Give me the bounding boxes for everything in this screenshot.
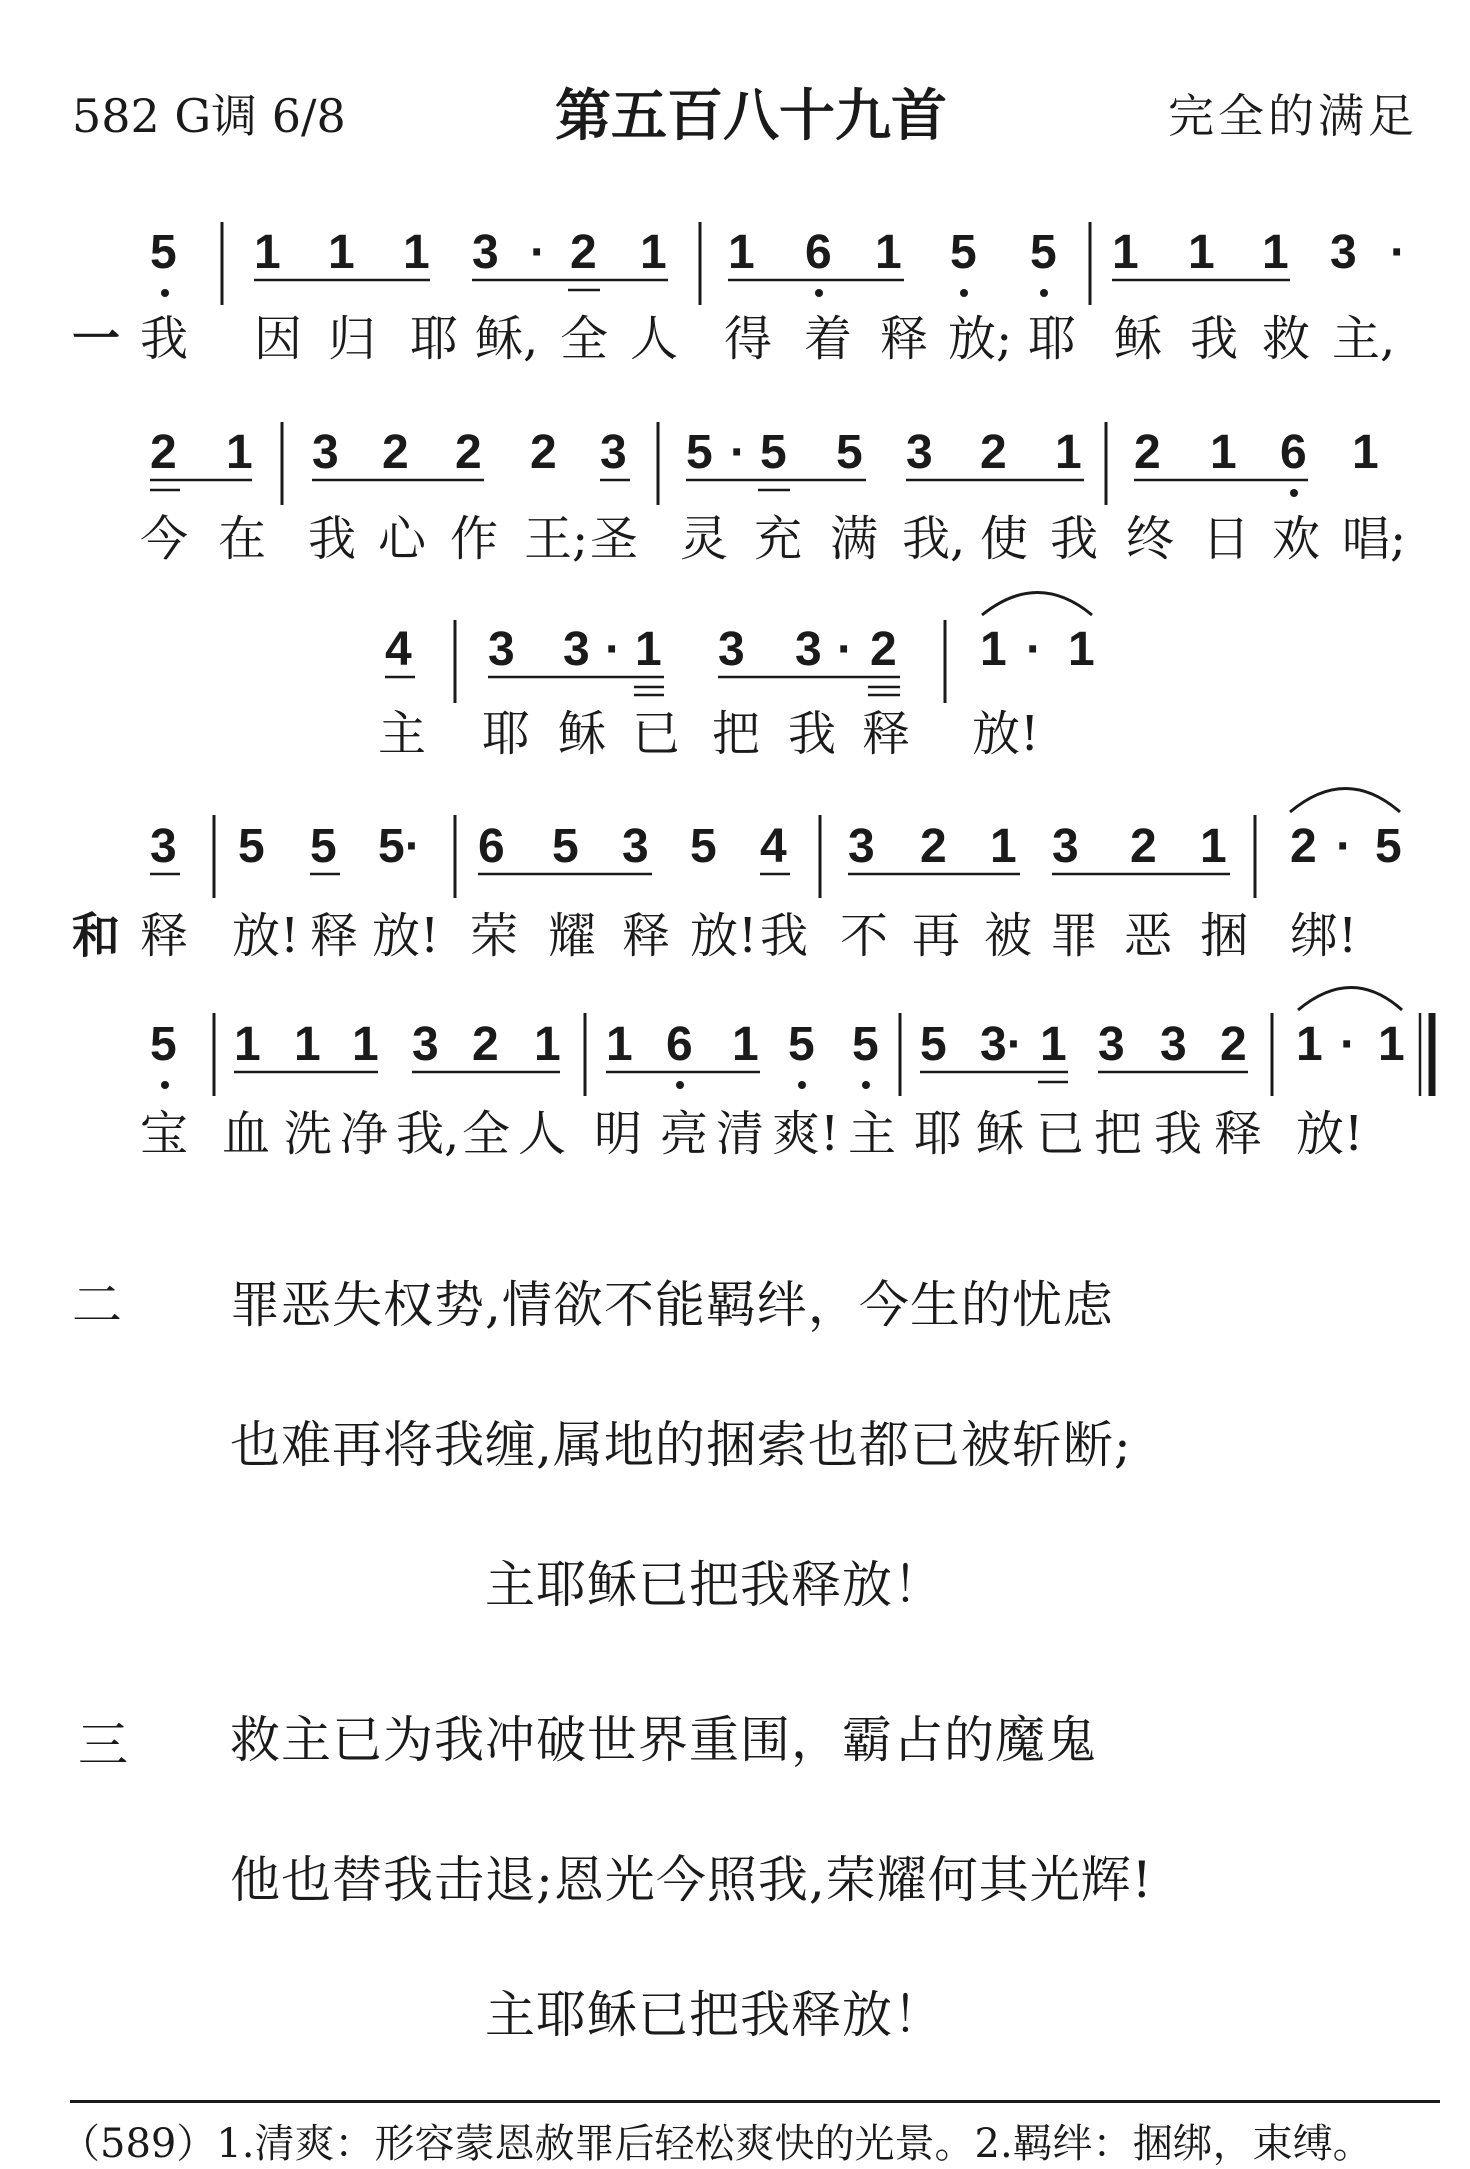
lyric: 我 [788, 706, 837, 762]
lyric: 充 [754, 511, 803, 567]
note: 1 [1378, 1018, 1405, 1071]
note: 1 [403, 226, 430, 279]
hymn-subtitle: 完全的满足 [1168, 89, 1418, 143]
lyric: 稣 [976, 1106, 1025, 1162]
lyric: 恶 [1124, 908, 1173, 964]
note: 1 [352, 1018, 379, 1071]
lyric: 着 [804, 311, 853, 367]
lyric: 归 [328, 311, 377, 367]
note: 3· [980, 1018, 1023, 1071]
dot-extension: · [1026, 623, 1042, 676]
note: 3 [150, 820, 177, 873]
lyric: 已 [632, 706, 681, 762]
note: 6 [805, 226, 832, 279]
verse-number: 三 [78, 1716, 128, 1774]
note: 5 [686, 426, 713, 479]
note: 1 [1262, 226, 1289, 279]
lyric: 我, [396, 1106, 460, 1162]
lyric: 荣 [470, 908, 519, 964]
lyric: 耶 [914, 1106, 963, 1162]
score-line-3 [378, 593, 1095, 763]
verse-refrain: 主耶稣已把我释放！ [485, 1986, 944, 2044]
lyric: 耶 [1028, 311, 1077, 367]
note: 3 [718, 623, 745, 676]
lyric: 圣 [590, 511, 639, 567]
note: 1 [875, 226, 902, 279]
lyric: 使 [980, 511, 1029, 567]
note: 2 [530, 426, 557, 479]
note: 1 [606, 1018, 633, 1071]
lyric: 放! [372, 908, 440, 964]
lyric: 我, [902, 511, 966, 567]
note: 5 [238, 820, 265, 873]
chorus-mark: 和 [72, 908, 121, 964]
note: 3 [488, 623, 515, 676]
lyric: 稣 [558, 706, 607, 762]
note: 5 [150, 1018, 177, 1071]
note: 2 [920, 820, 947, 873]
note: 5 [788, 1018, 815, 1071]
lyric: 耶 [410, 311, 459, 367]
note: 6 [478, 820, 505, 873]
verse-mark: 一 [72, 311, 121, 367]
lyric: 满 [830, 511, 879, 567]
lyric: 稣, [475, 311, 539, 367]
lyric: 放! [690, 908, 758, 964]
note: 3 [1160, 1018, 1187, 1071]
note: 2 [150, 426, 177, 479]
dot-extension: · [1390, 226, 1406, 279]
dot-extension: · [530, 226, 546, 279]
lyric: 得 [724, 311, 773, 367]
note: 1 [1040, 1018, 1067, 1071]
note: 6 [666, 1018, 693, 1071]
tie [1298, 988, 1402, 1011]
lyric: 因 [254, 311, 303, 367]
lyric: 主 [848, 1106, 897, 1162]
lyric: 主, [1332, 311, 1396, 367]
low-octave-dot [960, 289, 968, 297]
hymn-number-key-meter: 582 G调 6/8 [72, 89, 346, 143]
lyric: 灵 [680, 511, 729, 567]
note: 3 [906, 426, 933, 479]
low-octave-dot [161, 289, 169, 297]
note: 1 [732, 1018, 759, 1071]
low-octave-dot [161, 1081, 169, 1089]
note: 1 [1188, 226, 1215, 279]
verse-refrain: 主耶稣已把我释放！ [485, 1556, 944, 1614]
dot-extension: · [730, 426, 746, 479]
lyric: 全 [462, 1106, 511, 1162]
lyric: 我 [308, 511, 357, 567]
note: 1 [294, 1018, 321, 1071]
verse-number: 二 [72, 1276, 122, 1334]
note: 6 [1280, 426, 1307, 479]
lyric: 终 [1126, 511, 1175, 567]
lyric: 欢 [1272, 511, 1321, 567]
lyric: 释 [1214, 1106, 1263, 1162]
note: 4 [760, 820, 787, 873]
lyric: 把 [712, 706, 761, 762]
verse-line: 罪恶失权势,情欲不能羁绊，今生的忧虑 [230, 1276, 1114, 1334]
lyric: 明 [594, 1106, 643, 1162]
note: 2 [1130, 820, 1157, 873]
lyric: 宝 [140, 1106, 189, 1162]
note: 5 [1030, 226, 1057, 279]
note: 5 [852, 1018, 879, 1071]
lyric: 王; [524, 511, 589, 567]
lyric: 救 [1262, 311, 1311, 367]
lyric: 放! [972, 706, 1040, 762]
note: 3 [1330, 226, 1357, 279]
low-octave-dot [798, 1081, 806, 1089]
score-line-5 [140, 988, 1432, 1163]
note: 2 [570, 226, 597, 279]
footnote-divider [70, 2100, 1440, 2103]
note: 5 [760, 426, 787, 479]
lyric: 罪 [1050, 908, 1099, 964]
lyric: 不 [840, 908, 889, 964]
lyric: 释 [310, 908, 359, 964]
dot-extension: · [1340, 1018, 1356, 1071]
note: 3 [563, 623, 590, 676]
lyric: 亮 [660, 1106, 709, 1162]
verse-line: 救主已为我冲破世界重围，霸占的魔鬼 [230, 1711, 1097, 1769]
note: 2 [455, 426, 482, 479]
lyric: 已 [1036, 1106, 1085, 1162]
tie [982, 593, 1092, 616]
note: 3 [312, 426, 339, 479]
note: 2 [1290, 820, 1317, 873]
note: 1 [1112, 226, 1139, 279]
lyric: 作 [450, 511, 499, 567]
note: 3 [795, 623, 822, 676]
note: 5 [950, 226, 977, 279]
note: 3 [1052, 820, 1079, 873]
note: 1 [234, 1018, 261, 1071]
note: 2 [870, 623, 897, 676]
lyric: 我 [760, 908, 809, 964]
lyric: 稣 [1114, 311, 1163, 367]
note: 1 [1068, 623, 1095, 676]
note: 4 [385, 623, 412, 676]
note: 5 [150, 226, 177, 279]
note: 1 [640, 226, 667, 279]
lyric: 我 [1154, 1106, 1203, 1162]
lyric: 主 [378, 706, 427, 762]
note: 2 [1220, 1018, 1247, 1071]
note: 1 [1352, 426, 1379, 479]
verse-line: 也难再将我缠,属地的捆索也都已被斩断; [230, 1416, 1132, 1474]
note: 1 [1200, 820, 1227, 873]
note: 1 [328, 226, 355, 279]
lyric: 释 [880, 311, 929, 367]
note: 1 [635, 623, 662, 676]
note: 1 [728, 226, 755, 279]
lyric: 净 [340, 1106, 389, 1162]
note: 2 [472, 1018, 499, 1071]
lyric: 人 [630, 311, 679, 367]
lyric: 日 [1202, 511, 1251, 567]
note: 1 [1055, 426, 1082, 479]
lyric: 被 [984, 908, 1033, 964]
score-line-4 [72, 789, 1402, 965]
note: 1 [534, 1018, 561, 1071]
note: 1 [254, 226, 281, 279]
lyric: 在 [218, 511, 267, 567]
lyric: 人 [518, 1106, 567, 1162]
lyric: 放; [948, 311, 1013, 367]
tie [1290, 789, 1400, 813]
lyric: 释 [140, 908, 189, 964]
note: 3 [472, 226, 499, 279]
lyric: 再 [912, 908, 961, 964]
low-octave-dot [862, 1081, 870, 1089]
hymn-title: 第五百八十九首 [555, 84, 947, 149]
note: 3 [412, 1018, 439, 1071]
note: 1 [990, 820, 1017, 873]
footnote: （589）1.清爽：形容蒙恩赦罪后轻松爽快的光景。2.羁绊：捆绑，束缚。 [60, 2121, 1373, 2167]
lyric: 耶 [482, 706, 531, 762]
lyric: 耀 [548, 908, 597, 964]
lyric: 捆 [1200, 908, 1249, 964]
low-octave-dot [815, 289, 823, 297]
note: 5 [1375, 820, 1402, 873]
lyric: 我 [1050, 511, 1099, 567]
lyric: 绑! [1290, 908, 1358, 964]
note: 2 [1134, 426, 1161, 479]
lyric: 今 [140, 511, 189, 567]
lyric: 全 [560, 311, 609, 367]
lyric: 放! [232, 908, 300, 964]
low-octave-dot [1290, 489, 1298, 497]
lyric: 我 [140, 311, 189, 367]
lyric: 释 [622, 908, 671, 964]
lyric: 唱; [1342, 511, 1407, 567]
verse-line: 他也替我击退;恩光今照我,荣耀何其光辉! [230, 1851, 1153, 1909]
note: 1 [1296, 1018, 1323, 1071]
note: 3 [1098, 1018, 1125, 1071]
note: 1 [226, 426, 253, 479]
note: 5 [836, 426, 863, 479]
dot-extension: · [605, 623, 621, 676]
lyric: 洗 [284, 1106, 333, 1162]
dot-extension: · [837, 623, 853, 676]
note: 5 [920, 1018, 947, 1071]
score-line-1 [72, 222, 1406, 367]
lyric: 放! [1296, 1106, 1364, 1162]
lyric: 心 [378, 511, 427, 567]
low-octave-dot [676, 1081, 684, 1089]
lyric: 爽! [772, 1106, 840, 1162]
dot-extension: · [1336, 820, 1352, 873]
lyric: 清 [716, 1106, 765, 1162]
score-line-2 [140, 422, 1406, 567]
note: 3 [622, 820, 649, 873]
note: 5 [552, 820, 579, 873]
low-octave-dot [1040, 289, 1048, 297]
note: 3 [848, 820, 875, 873]
note: 5· [378, 820, 421, 873]
note: 2 [382, 426, 409, 479]
note: 1 [980, 623, 1007, 676]
note: 1 [1210, 426, 1237, 479]
lyric: 把 [1094, 1106, 1143, 1162]
note: 5 [690, 820, 717, 873]
lyric: 血 [222, 1106, 271, 1162]
lyric: 我 [1190, 311, 1239, 367]
lyric: 释 [862, 706, 911, 762]
note: 2 [980, 426, 1007, 479]
note: 5 [310, 820, 337, 873]
note: 3 [600, 426, 627, 479]
